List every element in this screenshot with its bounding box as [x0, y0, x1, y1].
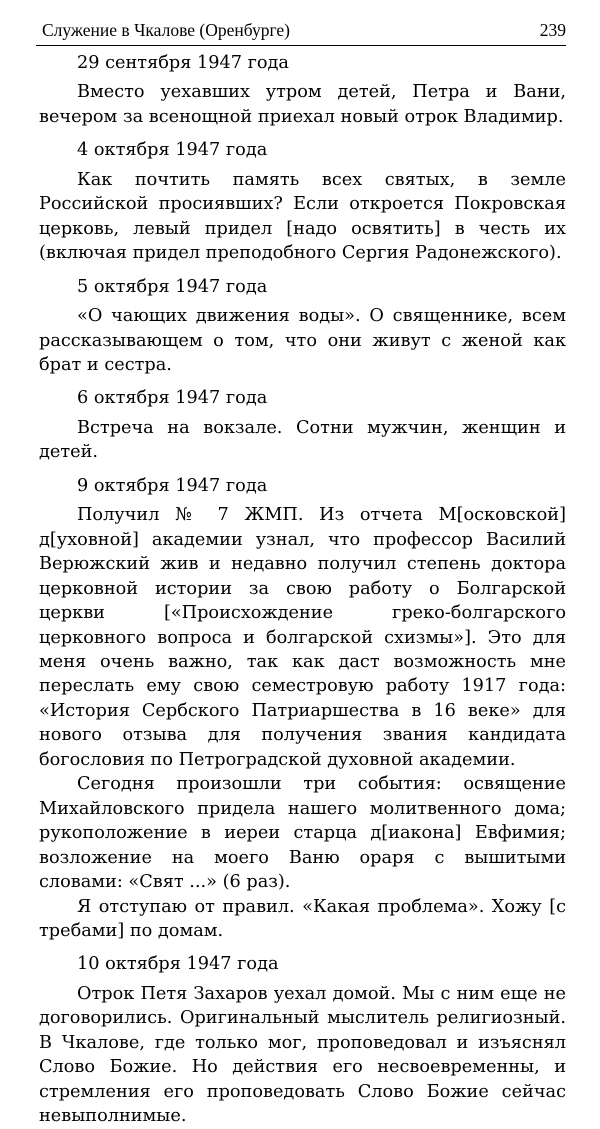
- entry-paragraph: Встреча на вокзале. Сотни мужчин, женщин и детей.: [39, 417, 566, 463]
- entry-date: 4 октября 1947 года: [77, 140, 268, 161]
- diary-entry: [39, 386, 566, 464]
- entry-date: 6 октября 1947 года: [77, 388, 268, 409]
- entry-paragraph: Получил № 7 ЖМП. Из отчета М[осковской] д[уховной] академии узнал, что профессор Василий Верюжский жив и недавно получил степень доктора церковной истории за свою работу о Болгарской церкви [«Происхождение греко-болгарского церковного вопроса и болгарской схизмы»]. Это для меня очень важно, так как даст возможность мне переслать ему свою семестровую работу 1917 года: «История Сербского Патриаршества в 16 веке» для нового отзыва для получения звания кандидата богословия по Петроградской духовной академии.: [39, 505, 566, 770]
- entry-date: 29 сентября 1947 года: [77, 53, 289, 73]
- entry-paragraph: Вместо уехавших утром детей, Петра и Вани, вечером за всенощной приехал новый отрок Владимир.: [39, 82, 566, 127]
- entry-paragraph: Сегодня произошли три события: освящение Михайловского придела нашего молитвенного дома; рукоположение в иереи старца д[иакона] Евфимия; возложение на моего Ваню ораря с вышитыми словами: «Свят ...» (6 раз).: [39, 774, 566, 893]
- entry-paragraph: «О чающих движения воды». О священнике, всем рассказывающем о том, что они живут с женой как брат и сестра.: [39, 306, 566, 375]
- entry-date: 5 октября 1947 года: [77, 276, 268, 297]
- page-header: [36, 18, 566, 44]
- diary-entry: [39, 51, 566, 129]
- page-number: 239: [539, 20, 566, 40]
- entry-paragraph: Как почтить память всех святых, в земле Российской просиявших? Если откроется Покровская церковь, левый придел [надо освятить] в честь их (включая придел преподобного Сергия Радонежского).: [39, 169, 566, 264]
- diary-entry: [39, 952, 566, 1128]
- diary-entry: [39, 275, 566, 378]
- entry-paragraph: Я отступаю от правил. «Какая проблема». Хожу [с требами] по домам.: [39, 896, 566, 941]
- entry-date: 10 октября 1947 года: [77, 954, 279, 975]
- diary-entry: [39, 474, 566, 944]
- diary-entry: [39, 138, 566, 265]
- header-rule: [36, 45, 566, 46]
- running-title: Служение в Чкалове (Оренбурге): [42, 20, 291, 40]
- entry-paragraph: Отрок Петя Захаров уехал домой. Мы с ним еще не договорились. Оригинальный мыслитель религиозный. В Чкалове, где только мог, проповедовал и изъяснял Слово Божие. Но действия его несвоевременны, и стремления его проповедовать Слово Божие сейчас невыполнимые.: [39, 983, 566, 1127]
- entry-date: 9 октября 1947 года: [77, 475, 268, 496]
- page-body: [39, 51, 566, 1129]
